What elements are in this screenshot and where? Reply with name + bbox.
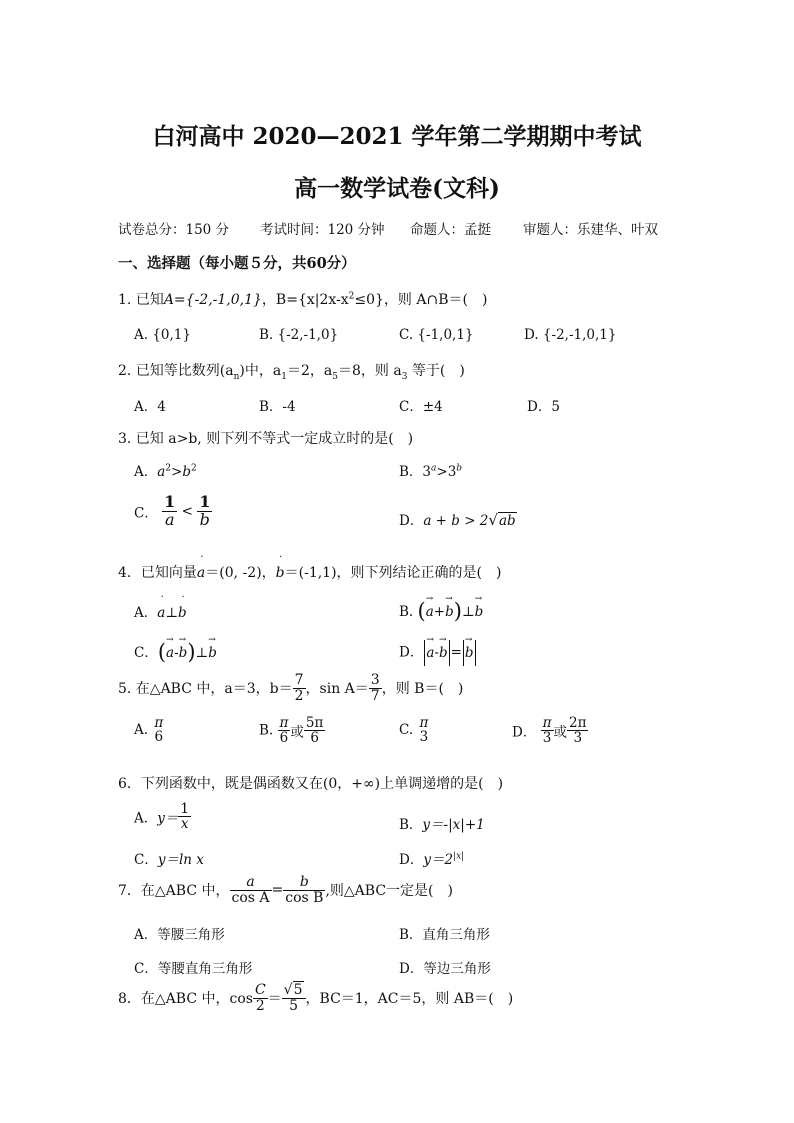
q6-option-d: [399, 848, 464, 868]
q4-d-eq: =: [450, 644, 462, 661]
q8-frac-c: [253, 983, 268, 1013]
q4-a-vec-b: ˙ b: [178, 605, 187, 621]
q3-c-den1: a: [164, 509, 175, 529]
q2-sub-5: 5: [332, 371, 338, 382]
q5-c-frac: [417, 716, 430, 744]
q3-a-base: a: [157, 464, 166, 480]
q1-number: 1.: [118, 292, 132, 308]
q3-b-exp-a: a: [431, 463, 437, 474]
q6-option-b: [399, 813, 485, 833]
question-8: [118, 983, 513, 1013]
q2-number: 2.: [118, 363, 132, 379]
q5-b-den1: 6: [279, 730, 289, 747]
q4-a-val: ＝(0, -2)，: [205, 565, 276, 581]
q7-eq: =: [271, 882, 284, 899]
q3-option-b: [399, 460, 462, 480]
q1-option-b: B. {-2,-1,0}: [259, 327, 339, 343]
q7-den1: cos A: [231, 889, 270, 906]
q5-b-frac1: [278, 716, 291, 745]
q5-c-num: π: [419, 715, 429, 731]
q8-eq: ＝: [267, 991, 282, 1008]
q3-b-rest: >3: [436, 464, 457, 480]
q5-option-c: [399, 716, 430, 744]
q3-c-label: C．: [134, 505, 158, 522]
q5-mid: ，sin A＝: [305, 681, 369, 698]
question-5: [118, 673, 463, 703]
q7-frac2: [283, 875, 325, 905]
q7-pre: 7．在△ABC 中，: [118, 883, 230, 900]
q4-d-label: D．: [399, 644, 424, 661]
q5-b-num1: π: [279, 715, 289, 731]
q5-b-den: 2: [294, 687, 304, 704]
q8-num: C: [254, 982, 266, 998]
q1-pre: 已知: [135, 292, 164, 308]
q3-c-den2: b: [199, 509, 210, 529]
q7-option-c: C．等腰直角三角形: [134, 961, 253, 977]
q6-d-exp: |x|: [453, 851, 465, 862]
q5-b-num: 7: [294, 672, 304, 688]
q3-option-a: [134, 460, 197, 480]
q5-c-den: 3: [419, 729, 429, 746]
q1-set-b-end: ≤0}: [354, 292, 384, 308]
q3-option-d: D．a + b > 2√ab: [399, 511, 516, 529]
q5-b-frac2: [304, 716, 325, 745]
meta-reviewer: 审题人：乐建华、叶双: [523, 222, 658, 238]
exam-subtitle: 高一数学试卷(文科): [294, 175, 500, 202]
q5-ask: ，则 B＝( ): [381, 681, 464, 698]
q3-d-label: D．: [399, 513, 424, 529]
q5-a-frac: [152, 716, 165, 744]
question-3: 3. 已知 a>b, 则下列不等式一定成立时的是( ): [118, 431, 414, 447]
q8-frac-root: $\frac{√5}{5}$: [282, 983, 306, 1013]
q4-b-vec-a: → a: [426, 604, 434, 620]
q3-c-frac1: [162, 494, 177, 529]
q3-b-label: B．: [399, 464, 423, 480]
q8-root-den: 5: [289, 997, 299, 1014]
q1-option-a: A. {0,1}: [134, 327, 191, 343]
q2-option-b: B．-4: [259, 399, 296, 415]
q1-square: 2: [348, 291, 355, 302]
q2-sub-3: 3: [401, 371, 408, 382]
q8-den: 2: [255, 997, 265, 1014]
q4-d-vec-a: → a: [426, 645, 434, 661]
q2-option-c: C．±4: [399, 399, 443, 415]
q6-a-num: 1: [180, 801, 189, 817]
q5-b-den2: 6: [310, 730, 319, 747]
q2-v5: ＝8，则 a: [337, 363, 402, 379]
q3-c-frac2: [197, 494, 212, 529]
q5-a-label: A.: [134, 722, 149, 739]
q1-ask: ，则 A∩B＝( ): [383, 292, 488, 308]
q7-option-a: A．等腰三角形: [134, 927, 225, 943]
q7-ask: ,则△ABC一定是( ): [325, 883, 453, 900]
q4-a-vec-a: ˙ a: [157, 605, 165, 621]
q3-a-label: A．: [134, 464, 158, 480]
q4-d-vec-b: → b: [439, 645, 448, 661]
q4-c-label: C．: [134, 645, 158, 661]
q7-den2: cos B: [285, 889, 324, 906]
q3-d-sqrt: ab: [498, 513, 516, 529]
q3-d-text: a + b > 2: [423, 513, 489, 529]
exam-title: 白河高中 2020—2021 学年第二学期期中考试: [152, 123, 642, 150]
q5-option-b: [259, 716, 325, 745]
q6-option-a: [134, 802, 191, 831]
q2-sub-1: 1: [281, 371, 287, 382]
q5-a-den: 6: [154, 729, 164, 746]
q5-d-num1: π: [542, 715, 552, 731]
q6-d-label: D．: [399, 852, 424, 868]
q6-option-c: [134, 848, 204, 868]
q2-ask: 等于( ): [407, 363, 465, 379]
q5-b-frac: [293, 673, 306, 703]
q4-d-vec-b2: → b: [465, 645, 474, 661]
q4-a-label: A．: [134, 605, 158, 621]
q4-b-plus: +: [433, 604, 446, 620]
q3-b-exp-b: b: [456, 463, 463, 474]
q4-pre: 4．已知向量: [118, 565, 197, 581]
meta-time: 考试时间：120 分钟: [260, 222, 385, 238]
q4-d-minus: -: [434, 644, 439, 661]
q5-b-num2: 5π: [305, 715, 324, 731]
q3-option-c: [134, 494, 212, 529]
q4-a-perp: ⊥: [165, 605, 179, 621]
q6-c-text: y＝ln x: [157, 852, 204, 868]
q7-option-b: B．直角三角形: [399, 927, 490, 943]
q4-b-vec-b2: → b: [475, 604, 484, 620]
q4-option-b: B. (→ a+→ b)⊥→ b: [399, 599, 483, 623]
q1-set-b: B={x|2x-x: [275, 292, 349, 308]
q2-v1: ＝2，a: [286, 363, 333, 379]
q5-option-a: [134, 716, 165, 744]
q5-d-or: 或: [553, 724, 567, 741]
q4-c-perp: ⊥: [195, 645, 209, 661]
q6-a-label: A．: [134, 810, 158, 827]
meta-total: 试卷总分：150 分: [118, 222, 230, 238]
q5-d-num2: 2π: [569, 715, 587, 731]
q4-b-val: ＝(-1,1)，则下列结论正确的是( ): [284, 565, 502, 581]
q4-option-a: [134, 601, 187, 621]
q6-b-label: B．: [399, 817, 423, 833]
q6-a-den: x: [180, 816, 189, 833]
q8-ask: ，BC＝1，AC＝5，则 AB＝( ): [305, 991, 514, 1008]
q2-pre: 已知等比数列(a: [135, 363, 234, 379]
q6-b-text: y＝-|x|+1: [422, 817, 485, 833]
q3-c-num1: 1: [164, 492, 176, 511]
q4-c-minus: -: [174, 645, 179, 661]
q4-option-d: [399, 640, 477, 666]
q5-b-or: 或: [290, 724, 304, 741]
q5-pre: 5. 在△ABC 中，a＝3，b＝: [118, 681, 293, 698]
q5-d-den2: 3: [573, 730, 583, 747]
q6-a-y: y＝: [157, 810, 179, 827]
q4-c-vec-b2: → b: [208, 645, 217, 661]
q5-d-den1: 3: [542, 730, 552, 747]
q1-set-a: A={-2,-1,0,1}: [163, 292, 262, 308]
q1-option-c: C. {-1,0,1}: [399, 327, 474, 343]
q4-vec-b: ˙ b: [276, 565, 285, 581]
q4-b-perp: ⊥: [461, 604, 475, 620]
q5-b-label: B.: [259, 722, 274, 739]
q2-sub-n: n: [233, 371, 240, 382]
q4-vec-a: ˙ a: [197, 565, 205, 581]
q5-d-frac2: [567, 716, 588, 745]
question-7: [118, 875, 453, 905]
q4-option-c: C．(→ a-→ b)⊥→ b: [134, 640, 217, 664]
question-2: [118, 360, 465, 382]
q1-mid: ，: [261, 292, 276, 308]
q5-sin-frac: [369, 673, 382, 703]
q5-d-frac1: [541, 716, 554, 745]
q4-b-label: B.: [399, 604, 414, 620]
q5-d-label: D．: [512, 724, 537, 741]
q2-option-a: A．4: [134, 399, 166, 415]
q8-root-num: 5: [293, 982, 303, 998]
question-4: [118, 562, 501, 582]
q3-c-op: <: [181, 503, 193, 520]
q6-d-text: y＝2: [423, 852, 454, 868]
meta-author: 命题人：孟挺: [410, 222, 491, 238]
question-6: 6．下列函数中，既是偶函数又在(0，+∞)上单调递增的是( ): [118, 776, 504, 792]
q3-a-exp1: 2: [165, 463, 172, 474]
q1-option-d: D. {-2,-1,0,1}: [524, 327, 617, 343]
q7-frac1: [230, 875, 272, 905]
q8-pre: 8．在△ABC 中，cos: [118, 991, 253, 1008]
q3-a-exp2: 2: [191, 463, 197, 474]
q3-b-base: 3: [422, 464, 432, 480]
q6-c-label: C．: [134, 852, 158, 868]
q5-s-num: 3: [370, 672, 380, 688]
q3-c-num2: 1: [199, 492, 211, 511]
q3-a-rest: >b: [171, 464, 192, 480]
q2-post: )中，a: [239, 363, 282, 379]
q4-c-vec-a: → a: [166, 645, 174, 661]
q5-option-d: [512, 716, 588, 745]
q7-num2: b: [283, 875, 325, 891]
q5-s-den: 7: [370, 687, 380, 704]
q7-option-d: D．等边三角形: [399, 961, 491, 977]
q4-b-vec-b: → b: [445, 604, 454, 620]
q7-num1: a: [230, 875, 272, 891]
q6-a-frac: [178, 802, 191, 831]
question-1: [118, 289, 487, 309]
q5-a-num: π: [154, 715, 164, 731]
q5-c-label: C.: [399, 722, 414, 739]
q2-option-d: D．5: [527, 399, 560, 415]
section-heading: 一、选择题（每小题５分，共60分）: [118, 255, 356, 272]
q4-c-vec-b: → b: [179, 645, 188, 661]
